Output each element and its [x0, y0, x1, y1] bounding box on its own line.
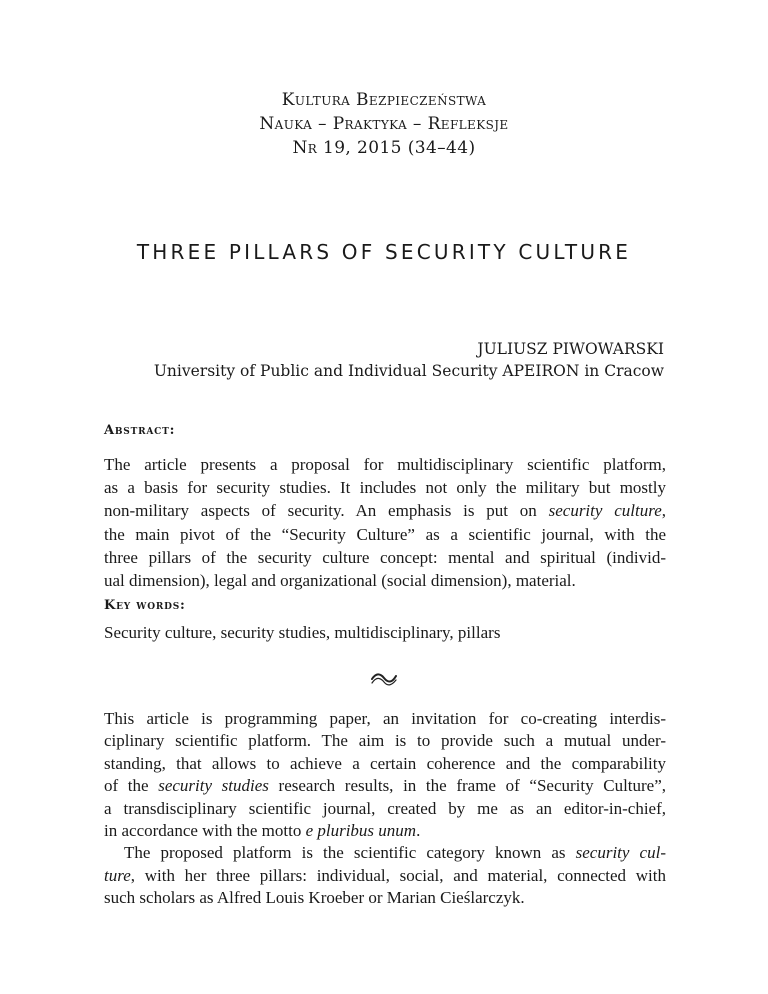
journal-issue: Nr 19, 2015 (34–44) — [292, 138, 476, 158]
emphasis-term: security cul- — [575, 843, 666, 863]
journal-name: Kultura Bezpieczeństwa — [281, 90, 487, 110]
article-title: THREE PILLARS OF SECURITY CULTURE — [136, 240, 632, 264]
body-line-text: in accordance with the motto — [104, 821, 302, 841]
body-line — [104, 842, 666, 864]
abstract-text — [104, 453, 666, 592]
abstract-line-text: non-military aspects of security. An emphasis is put on — [104, 501, 537, 521]
abstract-line: three pillars of the security culture concept: mental and spiritual (individ- — [104, 547, 666, 567]
body-line-text: , with her three pillars: individual, social, and material, connected with — [130, 865, 666, 885]
paragraph — [104, 708, 666, 842]
paragraph — [104, 842, 666, 909]
abstract-line: as a basis for security studies. It includes not only the military but mostly — [104, 478, 666, 498]
body-text — [104, 708, 666, 910]
abstract-line: the main pivot of the “Security Culture” as a scientific journal, with the — [104, 524, 666, 544]
body-line-text: . — [416, 821, 421, 841]
abstract-line-text: , — [661, 501, 666, 521]
emphasis-term: e pluribus unum — [305, 821, 417, 841]
journal-header — [0, 88, 768, 160]
body-line-text: of the — [104, 776, 149, 796]
body-line — [104, 775, 666, 797]
body-line — [104, 865, 666, 887]
body-line-text: The proposed platform is the scientific category known as — [124, 843, 566, 863]
keywords-label: Key words: — [104, 598, 186, 613]
body-line-text: research results, in the frame of “Security Culture”, — [278, 776, 667, 796]
abstract-line: ual dimension), legal and organizational (social dimension), material. — [104, 571, 576, 591]
body-line: This article is programming paper, an invitation for co-creating interdis- — [104, 709, 666, 728]
journal-subtitle: Nauka – Praktyka – Refleksje — [259, 114, 509, 134]
author-block — [154, 338, 664, 382]
abstract-label: Abstract: — [104, 423, 176, 438]
author-affiliation: University of Public and Individual Security APEIRON in Cracow — [153, 362, 664, 380]
author-name: JULIUSZ PIWOWARSKI — [477, 340, 664, 358]
keywords-text: Security culture, security studies, multidisciplinary, pillars — [104, 623, 501, 642]
body-line: a transdisciplinary scientific journal, created by me as an editor-in-chief, — [104, 798, 666, 818]
abstract-line — [104, 499, 666, 522]
emphasis-term: ture — [104, 865, 131, 885]
body-line: standing, that allows to achieve a certain coherence and the comparability — [104, 753, 666, 773]
body-line: such scholars as Alfred Louis Kroeber or Marian Cieślarczyk. — [104, 888, 525, 908]
emphasis-term: security studies — [158, 776, 269, 796]
body-line: ciplinary scientific platform. The aim is to provide such a mutual under- — [104, 731, 666, 751]
swash-ornament-icon — [370, 670, 398, 690]
abstract-line: The article presents a proposal for multidisciplinary scientific platform, — [104, 455, 666, 474]
emphasis-term: security culture — [548, 501, 662, 521]
body-line — [104, 820, 666, 842]
